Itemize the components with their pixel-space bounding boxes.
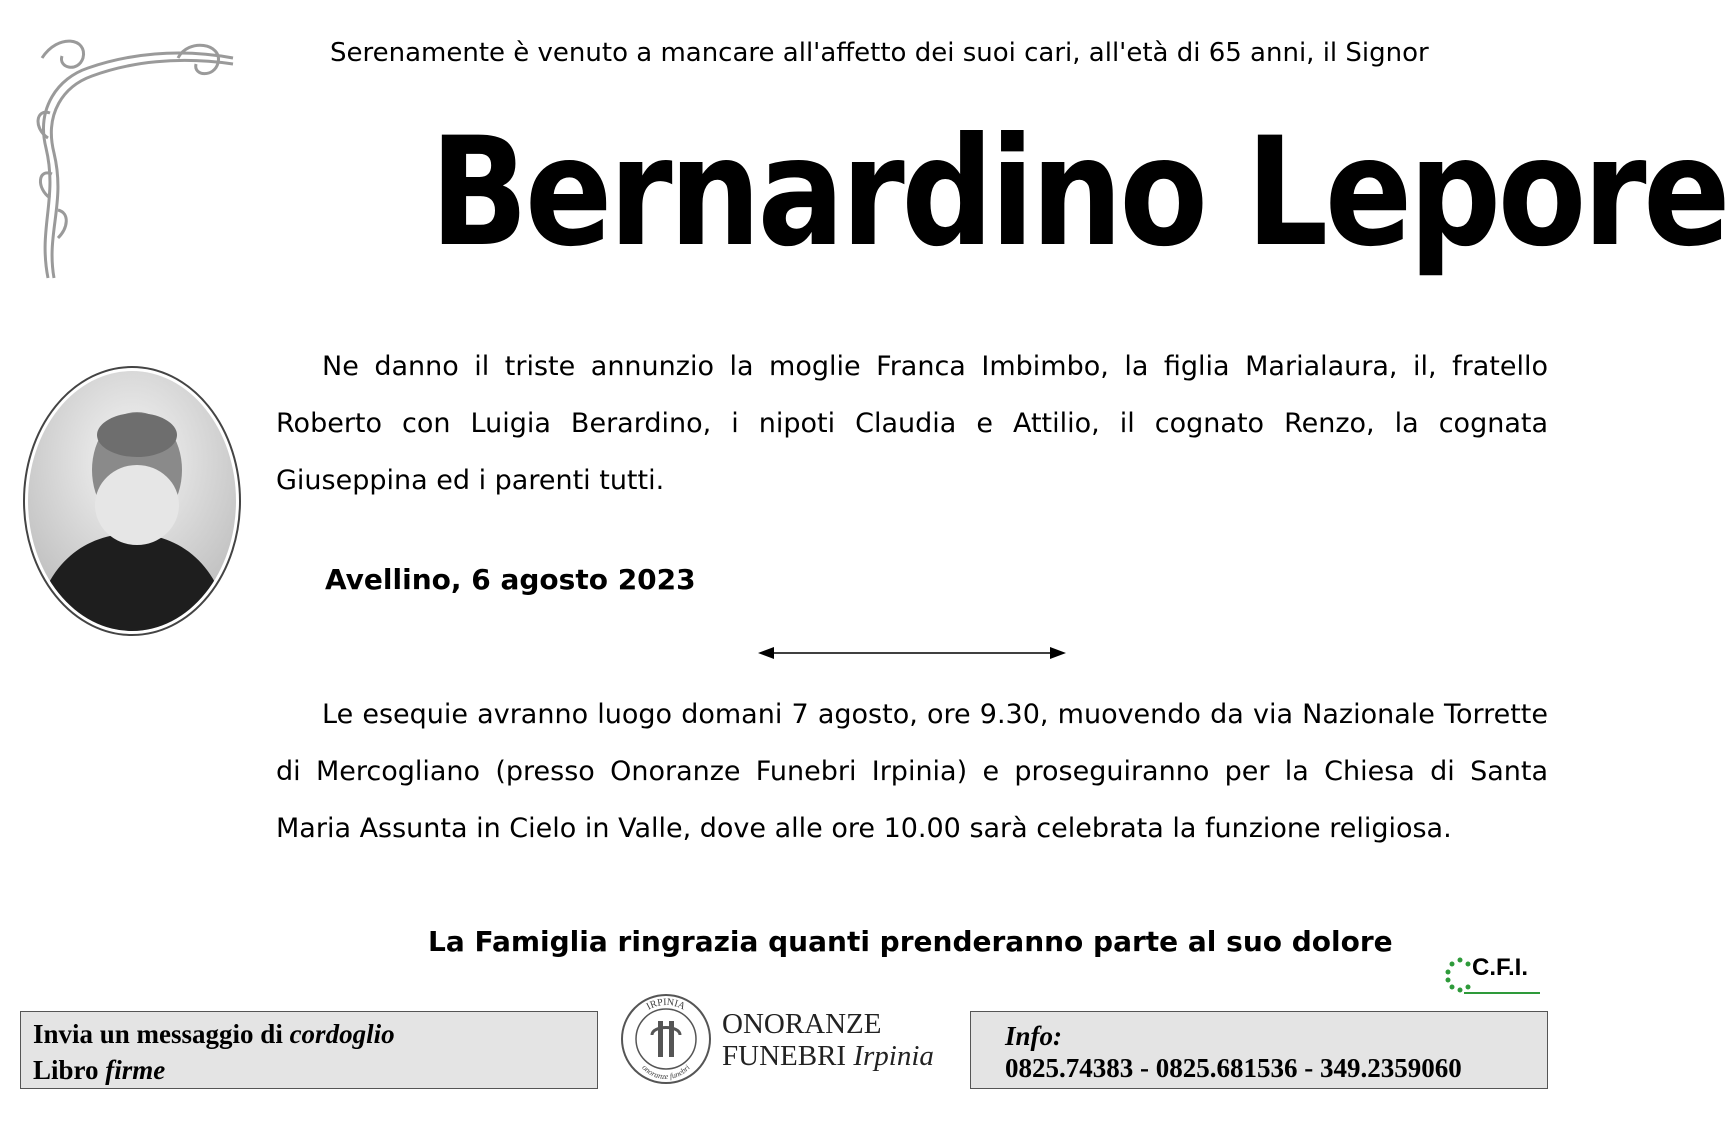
- funeral-paragraph: [276, 686, 1548, 857]
- place-date: Avellino, 6 agosto 2023: [325, 563, 696, 596]
- funeral-home-line2-italic: Irpinia: [853, 1040, 934, 1072]
- seal-bottom-text: onoranze funebri: [640, 1063, 692, 1082]
- deceased-name: Bernardino Lepore: [430, 106, 1727, 280]
- announcement-paragraph: [276, 338, 1548, 509]
- portrait-photo: [22, 365, 242, 637]
- seal-top-text: IRPINIA: [644, 996, 687, 1013]
- cfi-label: C.F.I.: [1472, 954, 1529, 981]
- condolence-prefix: Invia un messaggio di: [33, 1019, 290, 1049]
- guestbook-prefix: Libro: [33, 1055, 106, 1085]
- condolence-italic: cordoglio: [289, 1019, 395, 1049]
- svg-text:IRPINIA: [645, 997, 688, 1013]
- guestbook-italic: firme: [105, 1055, 166, 1085]
- cfi-logo: [1442, 952, 1542, 998]
- funeral-home-line2-prefix: FUNEBRI: [722, 1040, 854, 1072]
- info-label: Info:: [1005, 1021, 1063, 1051]
- guestbook-link[interactable]: [33, 1052, 585, 1088]
- phone-numbers[interactable]: 0825.74383 - 0825.681536 - 349.2359060: [1005, 1053, 1462, 1083]
- condolence-link[interactable]: [33, 1016, 585, 1052]
- funeral-home-line2: [722, 1040, 934, 1072]
- ornamental-corner-icon: [28, 28, 238, 288]
- funeral-home-seal-icon: [618, 991, 714, 1087]
- double-arrow-icon: [758, 643, 1066, 663]
- announcement-text: Ne danno il triste annunzio la moglie Franca Imbimbo, la figlia Marialaura, il, fratello Roberto con Luigia Berardino, i nipoti Claudia e Attilio, il cognato Renzo, la cognata Giuseppina ed i parenti tutti.: [276, 351, 1548, 496]
- family-thanks: La Famiglia ringrazia quanti prenderanno parte al suo dolore: [428, 925, 1393, 958]
- funeral-home-line1: ONORANZE: [722, 1008, 882, 1040]
- intro-text: Serenamente è venuto a mancare all'affetto dei suoi cari, all'età di 65 anni, il Signor: [330, 38, 1429, 68]
- funeral-text: Le esequie avranno luogo domani 7 agosto, ore 9.30, muovendo da via Nazionale Torrette di Mercogliano (presso Onoranze Funebri Irpinia) e proseguiranno per la Chiesa di Santa Maria Assunta in Cielo in Valle, dove alle ore 10.00 sarà celebrata la funzione religiosa.: [276, 699, 1548, 844]
- condolence-box[interactable]: [20, 1011, 598, 1089]
- funeral-home-name: [722, 1008, 934, 1072]
- info-box: [970, 1011, 1548, 1089]
